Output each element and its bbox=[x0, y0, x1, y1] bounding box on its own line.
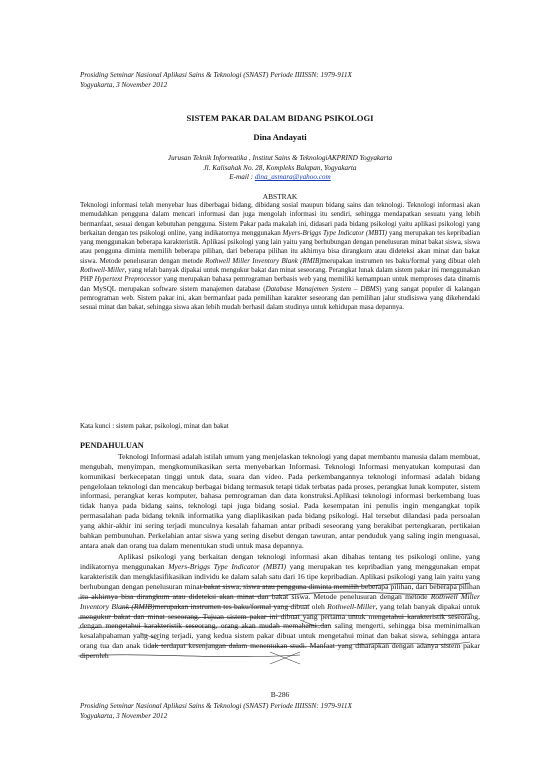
body-paragraph-2 bbox=[80, 552, 480, 660]
body-rmib: Rothwell Miller Inventory Blank (RMIB) bbox=[80, 591, 480, 611]
section-heading-pendahuluan: PENDAHULUAN bbox=[80, 441, 144, 450]
email-line bbox=[80, 173, 480, 183]
header-line-1: Prosiding Seminar Nasional Aplikasi Sains & Teknologi (SNAST) Periode IIIISSN: 1979-911X bbox=[80, 71, 352, 79]
body-mbti: Myers-Briggs Type Indicator (MBTI) bbox=[168, 562, 287, 572]
abstract-php: Hypertext Preprocessor bbox=[94, 275, 162, 284]
body-text bbox=[80, 452, 480, 661]
author-name: Dina Andayati bbox=[253, 132, 307, 142]
body-rothwell: Rothwell-Miller bbox=[327, 601, 376, 611]
body-text-run: Aplikasi psikologi yang berkaitan dengan teknologi informasi akan dibahas tentang tes psikologi online, yang indikatornya menggunakan bbox=[80, 552, 480, 572]
abstract-text: ) yang sangat populer di kalangan pemrograman web. Sistem pakar ini, akan bermanfaat pada pemilihan karakter seseorang dan pemilihan jalur studisiswa yang dikehendaki sesuai minat dan bakat, sehingga siswa akan lebih mudah berhasil dalam studinya untuk kehidupan masa depannya. bbox=[80, 284, 480, 312]
header-line-2: Yogyakarta, 3 November 2012 bbox=[80, 81, 168, 89]
abstract-text: merupakan instrumen tes baku/formal yang dibuat oleh bbox=[321, 256, 480, 265]
abstract-text: , yang telah banyak dipakai untuk mengukur bakat dan minat seseorang. Perangkat lunak dalam sistem pakar ini menggunakan PHP bbox=[80, 266, 480, 284]
email-label: E-mail : bbox=[229, 173, 255, 182]
abstract-text: Teknologi informasi telah menyebar luas diberbagai bidang, dibidang sosial maupun bidang sains dan teknologi. Teknologi informasi akan memudahkan pengguna dalam mencari informasi dan juga mengolah informasi itu sendiri, sehingga mendapatkan sesuatu yang lebih bermanfaat, sesuai dengan kebutuhan pengguna. Sistem Pakar pada makalah ini, didasari pada bidang psikologi yaitu aplikasi psikologi yang berkaitan dengan tes psikologi online, yang indikatornya menggunakan bbox=[80, 201, 480, 237]
abstract-text: yang merupakan bahasa pemrograman berbasis web yang memiliki kemampuan untuk memproses data dinamis dan MySQL merupakan software sistem manajemen database ( bbox=[80, 275, 480, 293]
body-text-run: merupakan instrumen tes baku/formal yang dibuat oleh bbox=[154, 601, 328, 611]
affiliation bbox=[80, 154, 480, 183]
abstract-mbti: Myers-Briggs Type Indicator (MBTI) bbox=[282, 228, 387, 237]
affiliation-line-2: Jl. Kalisahak No. 28, Kompleks Balapan, Yogyakarta bbox=[203, 163, 357, 172]
body-text-run: yang merupakan tes kepribadian yang menggunakan empat karakteristik dan mengklasifikasikan individu ke dalam salah satu dari 16 tipe kepribadian. Aplikasi psikologi yang lain yaitu yang berhubungan dengan penelusuran minat bakat siswa, siswa atau pengguna diminta memilih beberapa pilihan, dari beberapa pilihan itu akhirnya bisa dirangkum atau dideteksi akan minat dan bakat siswa. Metode penelusuran dengan metode bbox=[80, 562, 480, 601]
keywords: Kata kunci : sistem pakar, psikologi, minat dan bakat bbox=[80, 422, 229, 430]
page-number: B-286 bbox=[270, 690, 290, 699]
abstract-rothwell: Rothwell-Miller bbox=[80, 266, 125, 275]
footer-line-1: Prosiding Seminar Nasional Aplikasi Sains & Teknologi (SNAST) Periode IIIISSN: 1979-911X bbox=[80, 702, 352, 710]
paper-title: SISTEM PAKAR DALAM BIDANG PSIKOLOGI bbox=[186, 113, 374, 123]
footer-line-2: Yogyakarta, 3 November 2012 bbox=[80, 712, 168, 720]
abstract-text: yang merupakan tes kepribadian yang menggunakan beberapa karakteristik. Aplikasi psikologi yang lain yaitu yang berhubungan dengan penelusuran minat bakat siswa, siswa atau pengguna diminta memilih beberapa pilihan, dari beberapa pilihan itu akhirnya bisa dirangkum atau dideteksi akan minat dan bakat siswa. Metode penelusuran dengan metode bbox=[80, 228, 480, 265]
body-text-run: , yang telah banyak dipakai untuk mengukur bakat dan minat seseorang. Tujuan sistem pakar ini dibuat yang pertama untuk mengetahui karakteristik seseorang, dengan mengetahui karakteristik seseorang, orang akan mudah memahami dan saling mengerti, sehingga bisa meminimalkan kesalahpahaman yang sering terjadi, yang kedua sistem pakar dibuat untuk mengetahui minat dan bakat siswa, sehingga antara orang tua dan anak tidak terdapat kesenjangan dalam menentukan studi. Manfaat yang diharapkan dengan adanya sistem pakar diperoleh bbox=[80, 601, 481, 660]
abstract-heading: ABSTRAK bbox=[262, 192, 298, 201]
affiliation-line-1: Jurusan Teknik Informatika , Institut Sains & TeknologiAKPRIND Yogyakarta bbox=[167, 154, 393, 162]
email-link[interactable]: dina_asmara@yahoo.com bbox=[254, 173, 331, 182]
abstract-rmib: Rothwell Miller Inventory Blank (RMIB) bbox=[205, 256, 322, 265]
body-paragraph-1: Teknologi Informasi adalah istilah umum yang menjelaskan teknologi yang dapat membantu manusia dalam membuat, mengubah, menyimpan, mengkomunikasikan serta menyebarkan Informasi. Teknologi Informasi menyatukan komputasi dan komunikasi berkecepatan tinggi untuk data, suara dan video. Pada perkembangannya teknologi informasi adalah bidang pengelolaan teknologi dan mencakup berbagai bidang termasuk tetapi tidak terbatas pada proses, perangkat lunak komputer, sistem informasi, perangkat keras komputer, bahasa pemrograman dan data konstruksi.Aplikasi teknologi informasi berkembang luas tidak hanya pada bidang sains, teknologi tapi juga bidang sosial. Pada kesempatan ini penulis ingin mengangkat topik permasalahan pada bidang teknik informatika yang diaplikasikan pada bidang psikologi. Hal tersebut dilandasi pada persoalan yang akhir-akhir ini sering terjadi munculnya kesalah fahaman antar pribadi seseorang yang berakibat pertengkaran, pertikaian bahkan pembunuhan. Perkelahian antar siswa yang sering disebut dengan tawuran, antar penduduk yang saling ingin menguasai, antara anak dan orang tua dalam menentukan studi untuk masa depannya. bbox=[80, 452, 480, 550]
running-header bbox=[80, 70, 480, 90]
running-footer bbox=[80, 701, 480, 721]
abstract-body bbox=[80, 201, 480, 313]
abstract-dbms: Database Manajemen System – DBMS bbox=[265, 284, 380, 293]
